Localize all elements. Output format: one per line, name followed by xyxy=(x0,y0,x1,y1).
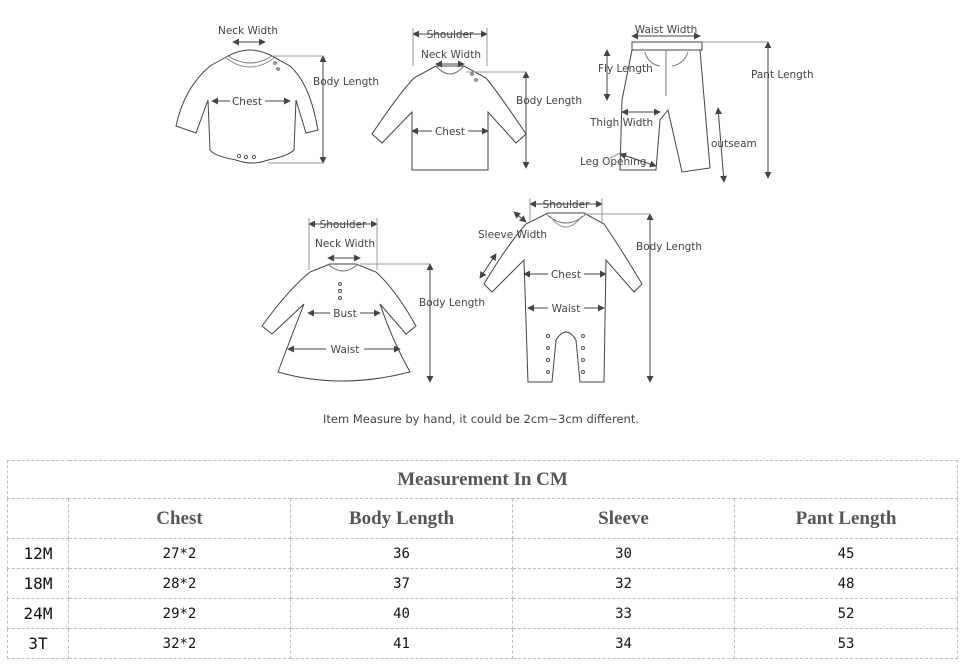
romper-body-length-label: Body Length xyxy=(636,241,703,253)
sleeve-value: 32 xyxy=(513,569,735,599)
dress-shoulder-label: Shoulder xyxy=(319,219,367,231)
body-length-value: 41 xyxy=(291,629,513,659)
sleeve-value: 33 xyxy=(513,599,735,629)
header-sleeve: Sleeve xyxy=(513,499,735,539)
pant-length-value: 52 xyxy=(735,599,958,629)
romper-shoulder-label: Shoulder xyxy=(542,199,590,211)
size-label: 24M xyxy=(8,599,69,629)
size-label: 12M xyxy=(8,539,69,569)
header-size xyxy=(8,499,69,539)
body-length-value: 37 xyxy=(291,569,513,599)
romper-chest-label: Chest xyxy=(550,269,582,281)
header-pant-length: Pant Length xyxy=(735,499,958,539)
pants-fly-length-label: Fly Length xyxy=(598,63,653,75)
pants-waist-width-label: Waist Width xyxy=(634,24,698,36)
chest-value: 32*2 xyxy=(69,629,291,659)
pant-length-value: 45 xyxy=(735,539,958,569)
bodysuit-chest-label: Chest xyxy=(231,96,263,108)
pants-leg-opening-label: Leg Opening xyxy=(580,156,647,168)
shirt-shoulder-label: Shoulder xyxy=(426,29,474,41)
body-length-value: 36 xyxy=(291,539,513,569)
table-title-row xyxy=(8,461,958,499)
pants-thigh-width-label: Thigh Width xyxy=(590,117,654,129)
sleeve-value: 30 xyxy=(513,539,735,569)
table-row xyxy=(8,599,958,629)
romper-waist-label: Waist xyxy=(551,303,581,315)
dress-diagram xyxy=(262,264,416,381)
chest-value: 27*2 xyxy=(69,539,291,569)
sleeve-value: 34 xyxy=(513,629,735,659)
dress-waist-label: Waist xyxy=(330,344,360,356)
bodysuit-neck-width-label: Neck Width xyxy=(217,25,279,37)
size-label: 3T xyxy=(8,629,69,659)
size-chart-table xyxy=(7,460,958,659)
table-title: Measurement In CM xyxy=(8,461,958,499)
size-label: 18M xyxy=(8,569,69,599)
pant-length-value: 48 xyxy=(735,569,958,599)
pants-pant-length-label: Pant Length xyxy=(751,69,814,81)
chest-value: 29*2 xyxy=(69,599,291,629)
table-header-row xyxy=(8,499,958,539)
pants-diagram xyxy=(620,42,710,172)
dress-body-length-label: Body Length xyxy=(419,297,486,309)
shirt-body-length-label: Body Length xyxy=(516,95,583,107)
shirt-chest-label: Chest xyxy=(434,126,466,138)
measurement-note: Item Measure by hand, it could be 2cm~3cm different. xyxy=(322,412,640,426)
table-row xyxy=(8,539,958,569)
table-row xyxy=(8,629,958,659)
table-row xyxy=(8,569,958,599)
dress-neck-width-label: Neck Width xyxy=(314,238,376,250)
body-length-value: 40 xyxy=(291,599,513,629)
shirt-diagram xyxy=(372,66,526,170)
pants-outseam-label: outseam xyxy=(711,138,757,150)
header-chest: Chest xyxy=(69,499,291,539)
romper-sleeve-width-label: Sleeve Width xyxy=(478,229,548,241)
dress-bust-label: Bust xyxy=(333,308,357,320)
pant-length-value: 53 xyxy=(735,629,958,659)
chest-value: 28*2 xyxy=(69,569,291,599)
shirt-neck-width-label: Neck Width xyxy=(420,49,482,61)
bodysuit-body-length-label: Body Length xyxy=(313,76,380,88)
header-body-length: Body Length xyxy=(291,499,513,539)
